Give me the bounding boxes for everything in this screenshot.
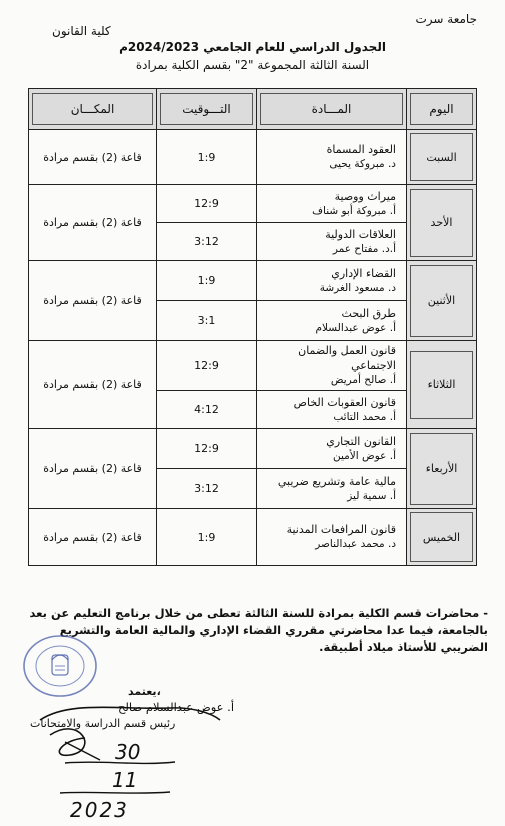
subject-cell: قانون المرافعات المدنية د. محمد عبدالناصر bbox=[257, 509, 407, 566]
signatory-role: رئيس قسم الدراسة والامتحانات bbox=[30, 717, 176, 730]
subject-cell: قانون العمل والضمان الاجتماعي أ. صالح أمريض bbox=[257, 341, 407, 391]
place-cell: قاعة (2) بقسم مرادة bbox=[29, 185, 157, 261]
time-cell: 12:9 bbox=[157, 341, 257, 391]
subject-cell: طرق البحث أ. عوض عبدالسلام bbox=[257, 301, 407, 341]
table-row bbox=[29, 341, 477, 391]
table-row bbox=[29, 185, 477, 223]
table-row bbox=[29, 429, 477, 469]
table-row bbox=[29, 261, 477, 301]
subject-cell: القضاء الإداري د. مسعود الغرشة bbox=[257, 261, 407, 301]
time-cell: 1:9 bbox=[157, 130, 257, 185]
header-place: المكـــان bbox=[29, 89, 157, 130]
footnote: - محاضرات قسم الكلية بمرادة للسنة الثالثة تعطى من خلال برنامج التعليم عن بعد بالجامعة، فيما عدا محاضرتي مقرري القضاء الإداري والمالية العامة والتشريع الضريبي للأستاذ ميلاد أطبيقة. bbox=[29, 606, 488, 654]
day-cell: الخميس bbox=[407, 509, 477, 566]
place-cell: قاعة (2) بقسم مرادة bbox=[29, 429, 157, 509]
place-cell: قاعة (2) بقسم مرادة bbox=[29, 341, 157, 429]
time-cell: 1:9 bbox=[157, 509, 257, 566]
date-day: 30 bbox=[115, 740, 141, 764]
document-title: الجدول الدراسي للعام الجامعي 2024/2023م bbox=[119, 40, 386, 54]
day-cell: الثلاثاء bbox=[407, 341, 477, 429]
day-cell: السبت bbox=[407, 130, 477, 185]
faculty-name: كلية القانون bbox=[52, 24, 111, 38]
table-header-row bbox=[29, 89, 477, 130]
header-subject: المـــادة bbox=[257, 89, 407, 130]
header-day: اليوم bbox=[407, 89, 477, 130]
table-row bbox=[29, 130, 477, 185]
time-cell: 3:12 bbox=[157, 469, 257, 509]
place-cell: قاعة (2) بقسم مرادة bbox=[29, 130, 157, 185]
time-cell: 3:1 bbox=[157, 301, 257, 341]
schedule-table bbox=[28, 88, 477, 566]
approval-label: يعتمد، bbox=[128, 685, 161, 698]
header-time: التـــوقيت bbox=[157, 89, 257, 130]
university-name: جامعة سرت bbox=[415, 12, 477, 26]
time-cell: 1:9 bbox=[157, 261, 257, 301]
place-cell: قاعة (2) بقسم مرادة bbox=[29, 509, 157, 566]
date-year: 2023 bbox=[70, 798, 129, 822]
subject-cell: العلاقات الدولية أ.د. مفتاح عمر bbox=[257, 223, 407, 261]
subject-cell: القانون التجاري أ. عوض الأمين bbox=[257, 429, 407, 469]
subject-cell: قانون العقوبات الخاص أ. محمد التائب bbox=[257, 391, 407, 429]
signatory-name: أ. عوض عبدالسلام صالح bbox=[118, 700, 235, 714]
time-cell: 3:12 bbox=[157, 223, 257, 261]
date-divider-line bbox=[60, 758, 180, 768]
subject-cell: مالية عامة وتشريع ضريبي أ. سمية ليز bbox=[257, 469, 407, 509]
place-cell: قاعة (2) بقسم مرادة bbox=[29, 261, 157, 341]
date-month: 11 bbox=[112, 768, 138, 792]
table-row bbox=[29, 509, 477, 566]
day-cell: الأربعاء bbox=[407, 429, 477, 509]
subject-cell: ميراث ووصية أ. مبروكة أبو شناف bbox=[257, 185, 407, 223]
day-cell: الأحد bbox=[407, 185, 477, 261]
date-divider-line bbox=[55, 788, 175, 798]
day-cell: الأثنين bbox=[407, 261, 477, 341]
time-cell: 12:9 bbox=[157, 185, 257, 223]
time-cell: 12:9 bbox=[157, 429, 257, 469]
subject-cell: العقود المسماة د. مبروكة يحيى bbox=[257, 130, 407, 185]
time-cell: 4:12 bbox=[157, 391, 257, 429]
document-subtitle: السنة الثالثة المجموعة "2" بقسم الكلية بمرادة bbox=[135, 58, 370, 72]
